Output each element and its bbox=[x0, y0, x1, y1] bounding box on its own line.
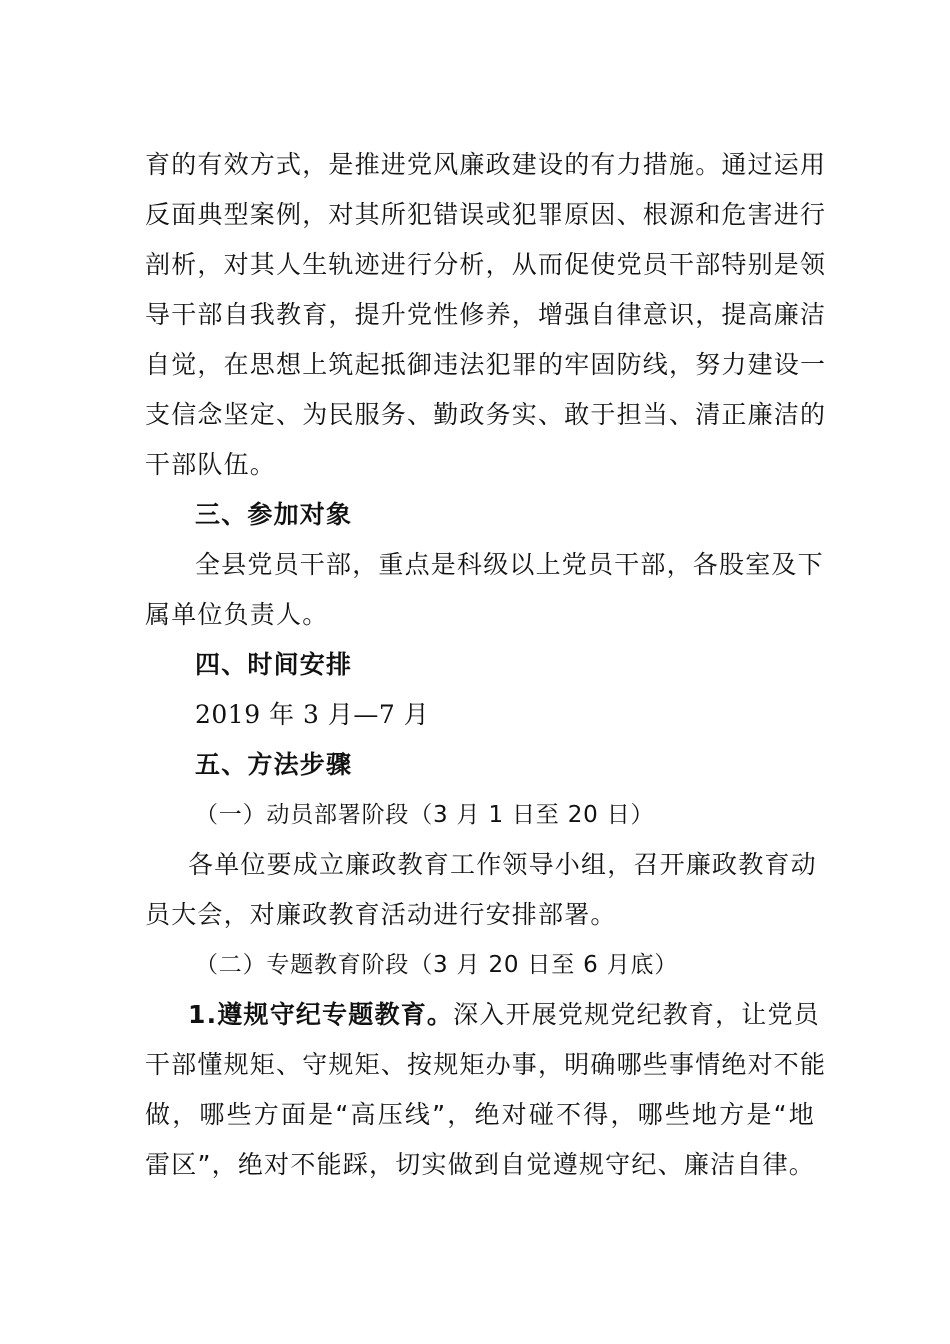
section-heading-schedule: 四、时间安排 bbox=[195, 650, 353, 679]
paragraph-line: 剖析，对其人生轨迹进行分析，从而促使党员干部特别是领 bbox=[145, 250, 827, 279]
section-heading-methods: 五、方法步骤 bbox=[195, 750, 353, 779]
paragraph-line: 雷区”，绝对不能踩，切实做到自觉遵规守纪、廉洁自律。 bbox=[145, 1150, 815, 1179]
section-heading-participants: 三、参加对象 bbox=[195, 500, 353, 529]
paragraph-line: 育的有效方式，是推进党风廉政建设的有力措施。通过运用 bbox=[145, 150, 827, 179]
item1-line bbox=[188, 995, 820, 1035]
stage2-title: （二）专题教育阶段（3 月 20 日至 6 月底） bbox=[195, 952, 679, 978]
paragraph-line: 属单位负责人。 bbox=[145, 600, 329, 629]
paragraph-line: 反面典型案例，对其所犯错误或犯罪原因、根源和危害进行 bbox=[145, 200, 827, 229]
paragraph-line: 员大会，对廉政教育活动进行安排部署。 bbox=[145, 900, 617, 929]
paragraph-line: 自觉，在思想上筑起抵御违法犯罪的牢固防线，努力建设一 bbox=[145, 350, 827, 379]
schedule-text: 2019 年 3 月—7 月 bbox=[195, 700, 430, 729]
paragraph-line: 干部懂规矩、守规矩、按规矩办事，明确哪些事情绝对不能 bbox=[145, 1050, 827, 1079]
item1-text: 深入开展党规党纪教育，让党员 bbox=[453, 1000, 820, 1029]
paragraph-line: 干部队伍。 bbox=[145, 450, 277, 479]
stage1-title: （一）动员部署阶段（3 月 1 日至 20 日） bbox=[195, 802, 655, 828]
paragraph-line: 全县党员干部，重点是科级以上党员干部，各股室及下 bbox=[195, 550, 824, 579]
paragraph-line: 导干部自我教育，提升党性修养，增强自律意识，提高廉洁 bbox=[145, 300, 827, 329]
paragraph-line: 支信念坚定、为民服务、勤政务实、敢于担当、清正廉洁的 bbox=[145, 400, 827, 429]
item1-bold-title: 1.遵规守纪专题教育。 bbox=[188, 1000, 454, 1029]
paragraph-line: 各单位要成立廉政教育工作领导小组，召开廉政教育动 bbox=[188, 850, 817, 879]
paragraph-line: 做，哪些方面是“高压线”，绝对碰不得，哪些地方是“地 bbox=[145, 1100, 815, 1129]
